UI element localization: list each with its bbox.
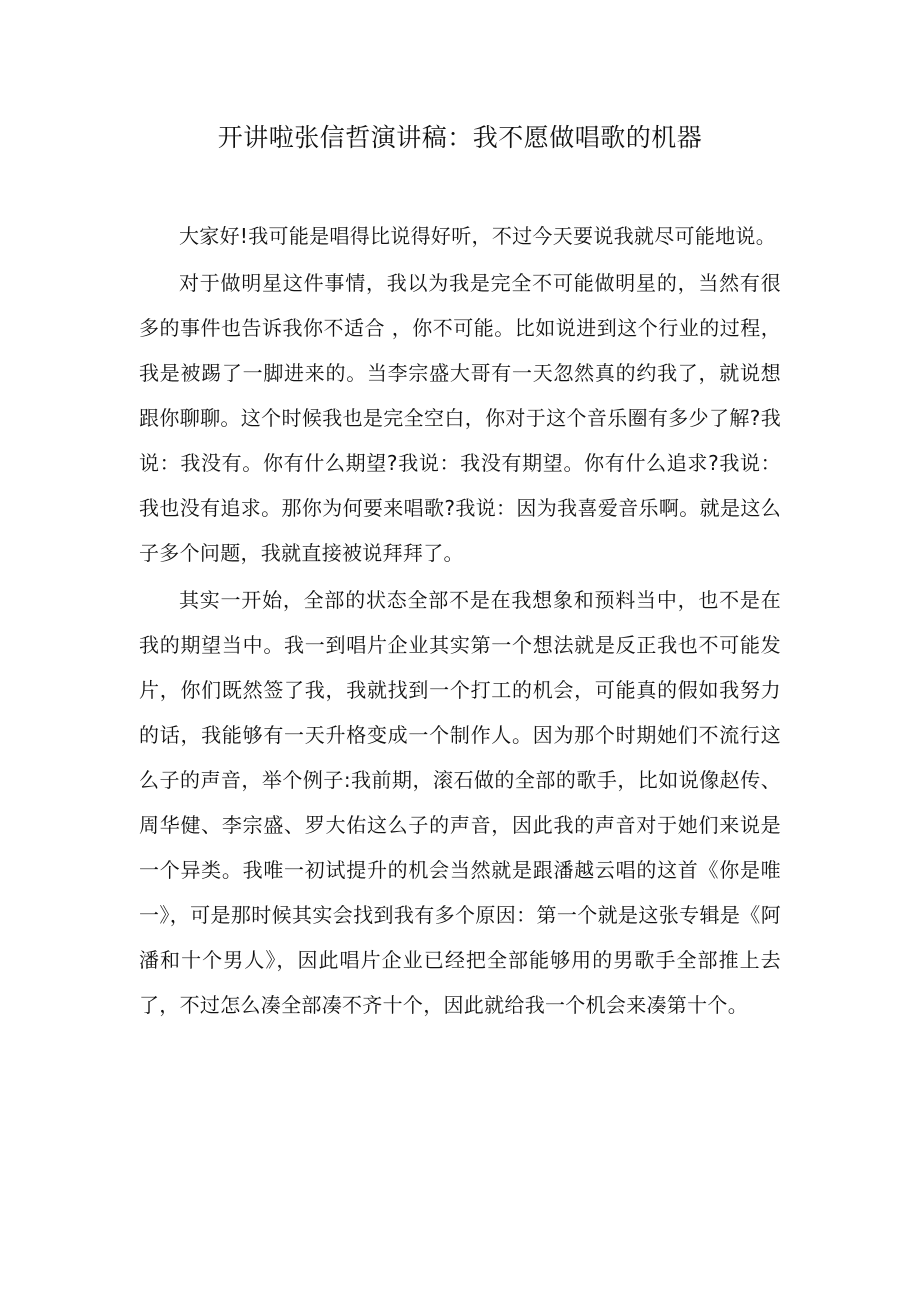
document-body (139, 214, 781, 1030)
paragraph-2: 对于做明星这件事情，我以为我是完全不可能做明星的，当然有很多的事件也告诉我你不适合 ，你不可能。比如说进到这个行业的过程，我是被踢了一脚进来的。当李宗盛大哥有一天忽然真的约我了，就说想跟你聊聊。这个时候我也是完全空白，你对于这个音乐圈有多少了解?我说：我没有。你有什么期望?我说：我没有期望。你有什么追求?我说：我也没有追求。那你为何要来唱歌?我说：因为我喜爱音乐啊。就是这么子多个问题，我就直接被说拜拜了。 (139, 271, 781, 565)
document-title: 开讲啦张信哲演讲稿：我不愿做唱歌的机器 (217, 123, 703, 152)
paragraph-3: 其实一开始，全部的状态全部不是在我想象和预料当中，也不是在我的期望当中。我一到唱片企业其实第一个想法就是反正我也不可能发片，你们既然签了我，我就找到一个打工的机会，可能真的假如我努力的话，我能够有一天升格变成一个制作人。因为那个时期她们不流行这么子的声音，举个例子:我前期，滚石做的全部的歌手，比如说像赵传、周华健、李宗盛、罗大佑这么子的声音，因此我的声音对于她们来说是一个异类。我唯一初试提升的机会当然就是跟潘越云唱的这首《你是唯一》，可是那时候其实会找到我有多个原因：第一个就是这张专辑是《阿潘和十个男人》，因此唱片企业已经把全部能够用的男歌手全部推上去了，不过怎么凑全部凑不齐十个，因此就给我一个机会来凑第十个。 (139, 588, 781, 1017)
paragraph-1: 大家好!我可能是唱得比说得好听，不过今天要说我就尽可能地说。 (179, 224, 777, 248)
